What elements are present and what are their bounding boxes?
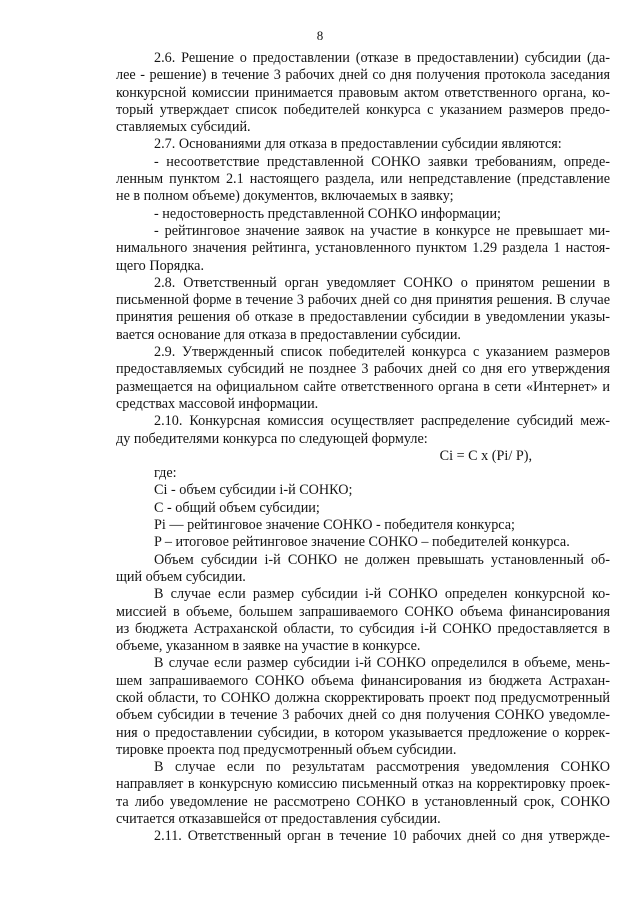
text-line: - несоответствие представленной СОНКО заявки требованиям, опреде- bbox=[154, 153, 610, 170]
text-line: P – итоговое рейтинговое значение СОНКО – победителей конкурса. bbox=[154, 534, 570, 551]
text-line: конкурсной комиссии принимается правовым актом ответственного органа, ко- bbox=[116, 84, 610, 101]
text-line: где: bbox=[154, 465, 177, 482]
text-line: предоставляемых субсидий не позднее 3 рабочих дней со дня его утверждения bbox=[116, 361, 610, 378]
text-line: средствах массовой информации. bbox=[116, 395, 319, 412]
text-line: шем запрашиваемого СОНКО объема финансирования из бюджета Астрахан- bbox=[116, 672, 610, 689]
text-line: письменной форме в течение 3 рабочих дней со дня принятия решения. В случае bbox=[116, 292, 610, 309]
text-line: та либо уведомление не рассмотрено СОНКО в установленный срок, СОНКО bbox=[116, 793, 610, 810]
text-line: из бюджета Астраханской области, то субсидия i-й СОНКО предоставляется в bbox=[116, 620, 610, 637]
text-line: объеме, указанном в заявке на участие в конкурсе. bbox=[116, 638, 421, 655]
text-line: ставляемых субсидий. bbox=[116, 119, 251, 136]
text-line: Pi — рейтинговое значение СОНКО - победителя конкурса; bbox=[154, 517, 516, 534]
text-line: C - общий объем субсидии; bbox=[154, 499, 320, 516]
text-line: лее - решение) в течение 3 рабочих дней со дня получения протокола заседания bbox=[116, 67, 610, 84]
text-line: - недостоверность представленной СОНКО информации; bbox=[154, 205, 501, 222]
text-line: В случае если размер субсидии i-й СОНКО определен конкурсной ко- bbox=[154, 586, 610, 603]
text-line: - рейтинговое значение заявок на участие в конкурсе не превышает ми- bbox=[154, 222, 610, 239]
text-line: считается отказавшейся от предоставления субсидии. bbox=[116, 811, 441, 828]
text-line: миссией в объеме, большем запрашиваемого СОНКО объема финансирования bbox=[116, 603, 610, 620]
text-line: 2.8. Ответственный орган уведомляет СОНКО о принятом решении в bbox=[154, 274, 610, 291]
text-line: 2.11. Ответственный орган в течение 10 рабочих дней со дня утвержде- bbox=[154, 828, 610, 845]
text-line: ской области, то СОНКО должна скорректировать проект под предусмотренный bbox=[116, 689, 610, 706]
text-line: направляет в конкурсную комиссию письменный отказ на корректировку проек- bbox=[116, 776, 610, 793]
text-line: 2.9. Утвержденный список победителей конкурса с указанием размеров bbox=[154, 344, 610, 361]
text-line: Ci - объем субсидии i-й СОНКО; bbox=[154, 482, 353, 499]
text-line: В случае если размер субсидии i-й СОНКО определился в объеме, мень- bbox=[154, 655, 610, 672]
text-line: ду победителями конкурса по следующей формуле: bbox=[116, 430, 428, 447]
text-line: Объем субсидии i-й СОНКО не должен превышать установленный об- bbox=[154, 551, 610, 568]
formula-line: Ci = C x (Pi/ P), bbox=[439, 447, 532, 464]
text-line: щий объем субсидии. bbox=[116, 568, 246, 585]
text-line: В случае если по результатам рассмотрения уведомления СОНКО bbox=[154, 759, 610, 776]
text-line: тировке проекта под предусмотренный объем субсидии. bbox=[116, 741, 457, 758]
text-line: 2.6. Решение о предоставлении (отказе в предоставлении) субсидии (да- bbox=[154, 50, 610, 66]
text-line: щего Порядка. bbox=[116, 257, 205, 274]
text-line: вается основание для отказа в предоставлении субсидии. bbox=[116, 326, 461, 343]
page-number: 8 bbox=[316, 28, 324, 43]
text-line: не в полном объеме) документов, включаемых в заявку; bbox=[116, 188, 454, 205]
text-line: ленным пунктом 2.1 настоящего раздела, или непредставление (представление bbox=[116, 171, 610, 188]
text-line: размещается на официальном сайте ответственного органа в сети «Интернет» и bbox=[116, 378, 610, 395]
text-line: нимального значения рейтинга, установленного пунктом 1.29 раздела 1 настоя- bbox=[116, 240, 610, 257]
text-line: объем субсидии в течение 3 рабочих дней со дня получения СОНКО уведомле- bbox=[116, 707, 610, 724]
document-body bbox=[116, 50, 610, 846]
text-line: принятия решения об отказе в предоставлении субсидии в уведомлении указы- bbox=[116, 309, 610, 326]
text-line: ния о предоставлении субсидии, в котором указывается предложение о коррек- bbox=[116, 724, 610, 741]
text-line: 2.7. Основаниями для отказа в предоставлении субсидии являются: bbox=[154, 136, 562, 153]
text-line: торый утверждает список победителей конкурса с указанием размеров предо- bbox=[116, 101, 610, 118]
text-line: 2.10. Конкурсная комиссия осуществляет распределение субсидий меж- bbox=[154, 413, 610, 430]
